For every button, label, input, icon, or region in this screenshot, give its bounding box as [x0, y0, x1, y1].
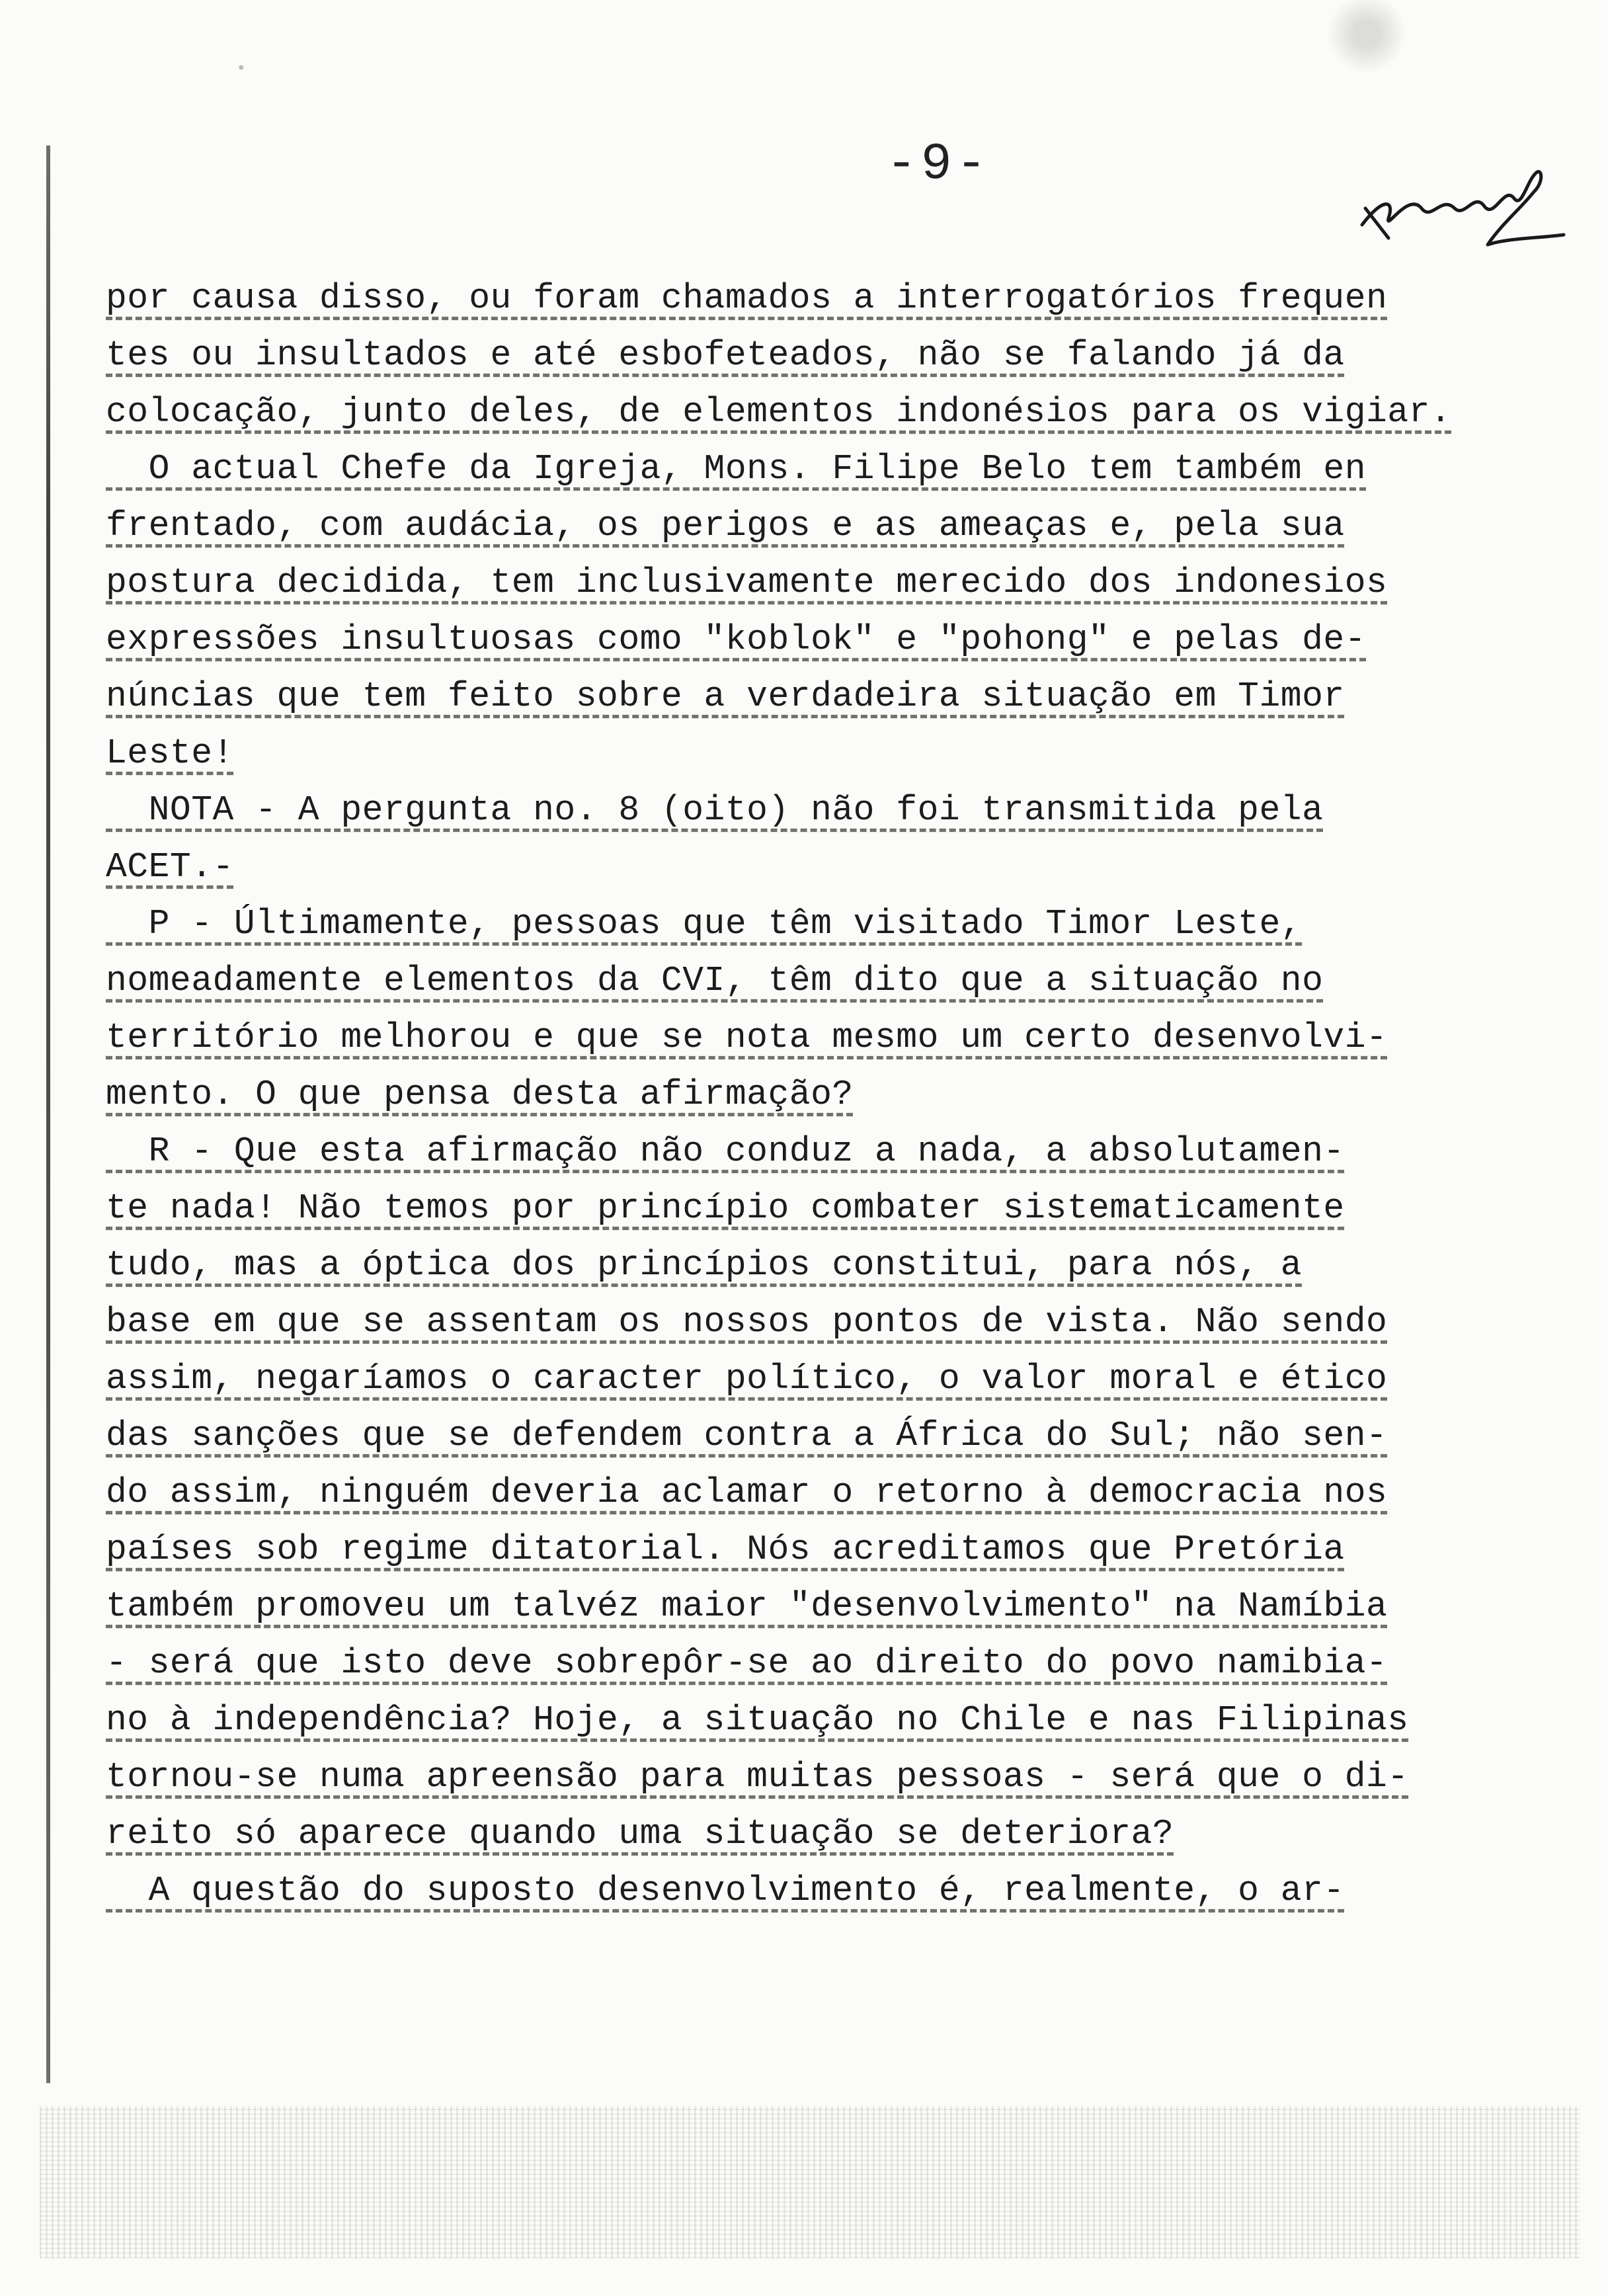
text-line: mento. O que pensa desta afirmação?	[106, 1075, 854, 1114]
text-line: por causa disso, ou foram chamados a interrogatórios frequen	[106, 278, 1388, 318]
text-line: O actual Chefe da Igreja, Mons. Filipe Belo tem também en	[106, 449, 1367, 489]
text-line: reito só aparece quando uma situação se deteriora?	[106, 1814, 1174, 1854]
typewritten-body	[106, 270, 1567, 1919]
text-line: tornou-se numa apreensão para muitas pessoas - será que o di-	[106, 1757, 1409, 1797]
text-line: frentado, com audácia, os perigos e as ameaças e, pela sua	[106, 506, 1345, 546]
text-line: no à independência? Hoje, a situação no Chile e nas Filipinas	[106, 1700, 1409, 1740]
text-line: assim, negaríamos o caracter político, o valor moral e ético	[106, 1359, 1388, 1399]
text-line: expressões insultuosas como "koblok" e "pohong" e pelas de-	[106, 620, 1367, 659]
text-line: nomeadamente elementos da CVI, têm dito que a situação no	[106, 961, 1324, 1001]
text-line: - será que isto deve sobrepôr-se ao direito do povo namibia-	[106, 1643, 1388, 1683]
text-line: países sob regime ditatorial. Nós acreditamos que Pretória	[106, 1530, 1345, 1569]
scan-noise-bottom	[40, 2106, 1580, 2258]
text-line: NOTA - A pergunta no. 8 (oito) não foi transmitida pela	[106, 790, 1324, 830]
scan-noise-top	[0, 0, 1608, 112]
text-line: postura decidida, tem inclusivamente merecido dos indonesios	[106, 563, 1388, 602]
scan-left-edge	[46, 145, 50, 2083]
text-line: também promoveu um talvéz maior "desenvolvimento" na Namíbia	[106, 1586, 1388, 1626]
text-line: do assim, ninguém deveria aclamar o retorno à democracia nos	[106, 1473, 1388, 1512]
text-line: tes ou insultados e até esbofeteados, não se falando já da	[106, 335, 1345, 375]
text-line: R - Que esta afirmação não conduz a nada, a absolutamen-	[106, 1131, 1345, 1171]
text-line: das sanções que se defendem contra a África do Sul; não sen-	[106, 1416, 1388, 1456]
text-line: Leste!	[106, 733, 234, 773]
text-line: te nada! Não temos por princípio combater sistematicamente	[106, 1188, 1345, 1228]
text-line: P - Últimamente, pessoas que têm visitado Timor Leste,	[106, 904, 1303, 944]
text-line: colocação, junto deles, de elementos indonésios para os vigiar.	[106, 392, 1452, 432]
text-line: tudo, mas a óptica dos princípios constitui, para nós, a	[106, 1245, 1303, 1285]
text-line: A questão do suposto desenvolvimento é, realmente, o ar-	[106, 1871, 1345, 1910]
handwritten-signature	[1349, 145, 1567, 258]
text-line: ACET.-	[106, 847, 234, 887]
page-number: -9-	[886, 136, 991, 194]
text-line: base em que se assentam os nossos pontos de vista. Não sendo	[106, 1302, 1388, 1342]
text-line: território melhorou e que se nota mesmo um certo desenvolvi-	[106, 1018, 1388, 1057]
text-line: núncias que tem feito sobre a verdadeira situação em Timor	[106, 676, 1345, 716]
